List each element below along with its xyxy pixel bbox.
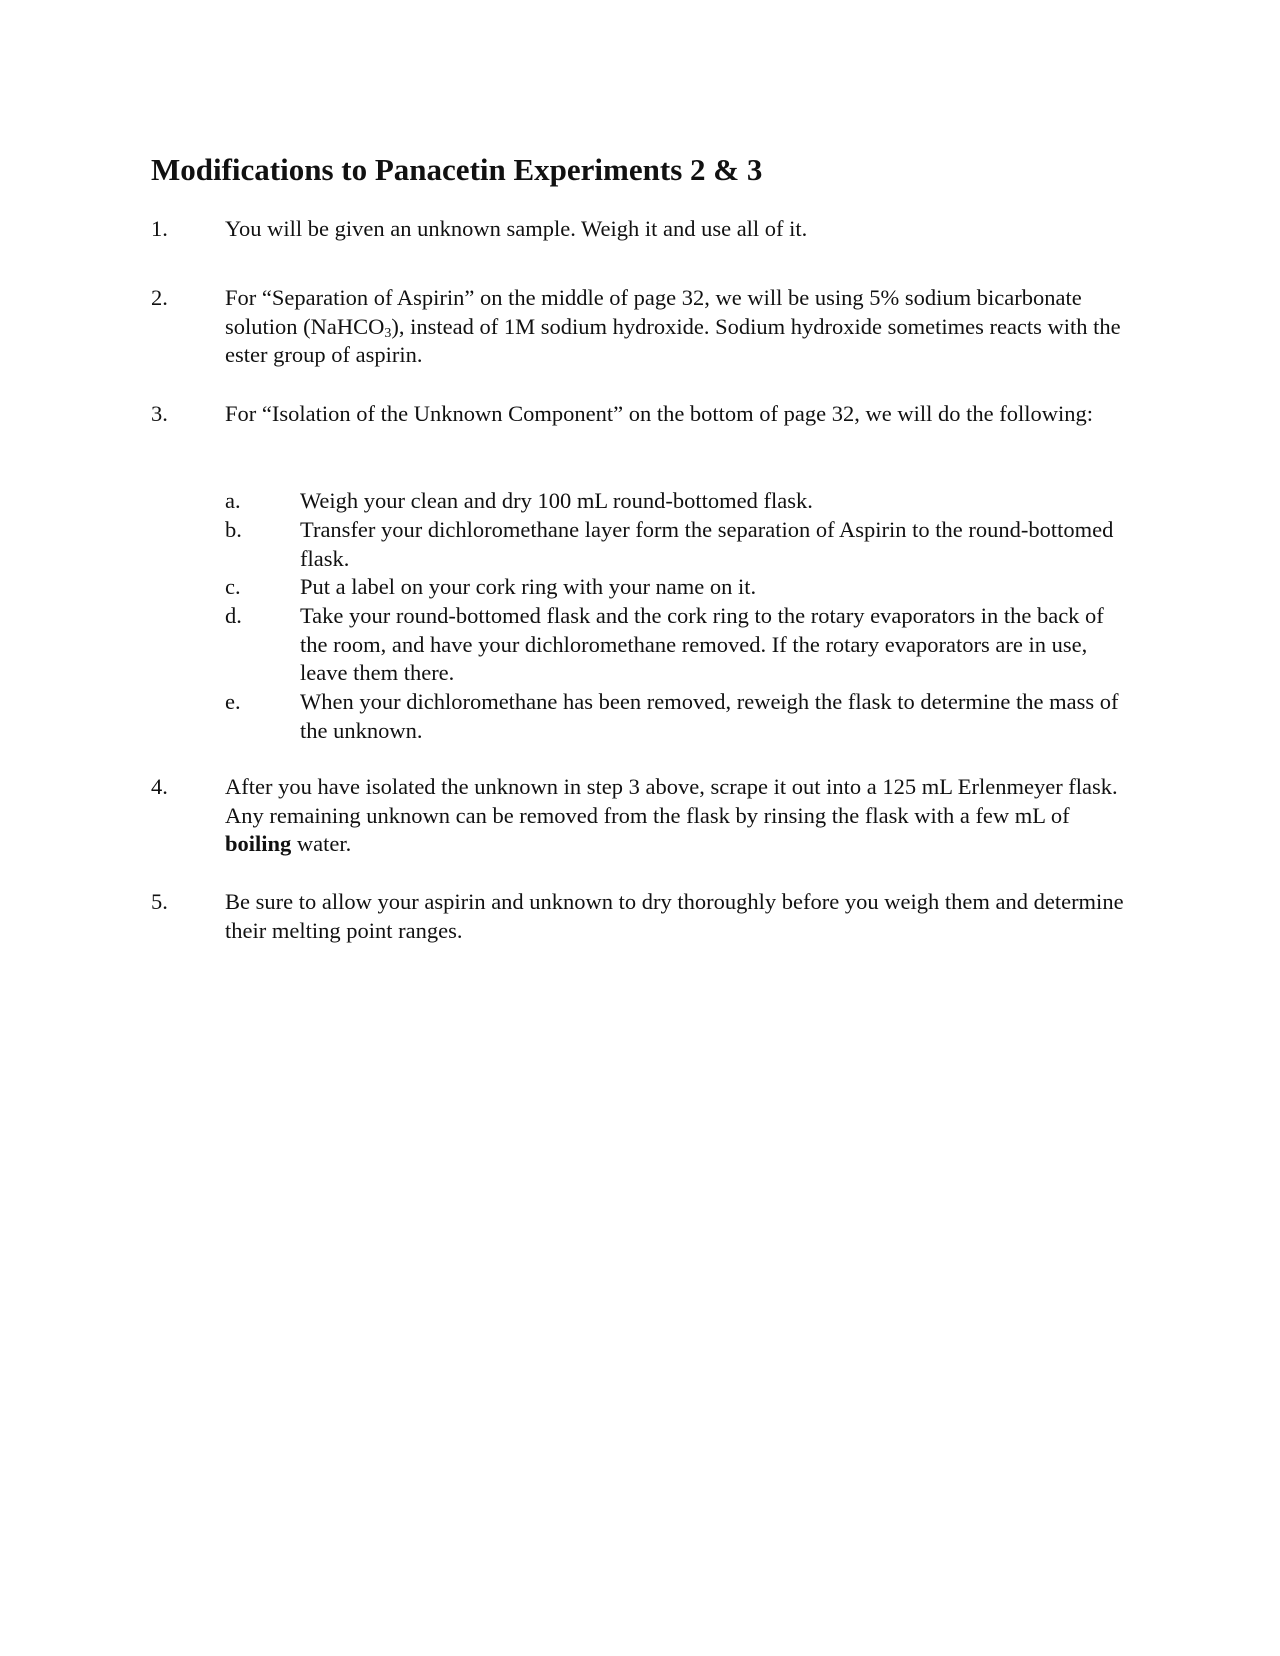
list-item-text: Be sure to allow your aspirin and unknown to dry thoroughly before you weigh them and determine their melting point ranges.: [225, 889, 1124, 943]
list-item-number: 4.: [151, 774, 168, 799]
list-item-1: [151, 215, 1131, 244]
sub-item-c: [225, 573, 1125, 602]
sub-item-letter: b.: [225, 517, 242, 542]
list-item-text: For “Isolation of the Unknown Component” on the bottom of page 32, we will do the following:: [225, 401, 1093, 426]
sub-item-text: Take your round-bottomed flask and the cork ring to the rotary evaporators in the back of the room, and have your dichloromethane removed. If the rotary evaporators are in use, leave them there.: [300, 603, 1104, 686]
document-title: Modifications to Panacetin Experiments 2 & 3: [151, 152, 763, 187]
list-item-3: [151, 400, 1131, 429]
sub-item-text: Transfer your dichloromethane layer form the separation of Aspirin to the round-bottomed flask.: [300, 517, 1114, 571]
sub-item-text: Weigh your clean and dry 100 mL round-bottomed flask.: [300, 488, 813, 513]
sub-item-d: [225, 602, 1125, 688]
list-item-number: 1.: [151, 216, 168, 241]
list-item-5: [151, 888, 1131, 945]
formula-base: NaHCO: [310, 313, 385, 339]
formula-subscript: 3: [384, 325, 392, 341]
sub-item-e: [225, 688, 1125, 745]
bold-emphasis: boiling: [225, 831, 292, 857]
chemical-formula: [311, 314, 392, 339]
text-segment: After you have isolated the unknown in step 3 above, scrape it out into a 125 mL Erlenmeyer flask. Any remaining unknown can be removed from the flask by rinsing the flask with a few mL of: [225, 774, 1118, 828]
list-item-number: 2.: [151, 285, 168, 310]
sub-item-letter: d.: [225, 603, 242, 628]
sub-item-letter: c.: [225, 574, 241, 599]
text-segment: water.: [291, 831, 352, 857]
list-item-number: 3.: [151, 401, 168, 426]
list-item-text: [225, 284, 1125, 370]
sub-item-text: Put a label on your cork ring with your name on it.: [300, 574, 757, 599]
sub-item-text: When your dichloromethane has been removed, reweigh the flask to determine the mass of the unknown.: [300, 689, 1119, 743]
list-item-2: [151, 284, 1131, 370]
list-item-4: [151, 773, 1131, 859]
sub-item-letter: a.: [225, 488, 241, 513]
sub-item-a: [225, 487, 1125, 516]
text-segment: ), instead of 1M sodium hydroxide. Sodium hydroxide sometimes reacts with the ester group of aspirin.: [225, 313, 1121, 368]
sub-item-b: [225, 516, 1125, 573]
list-item-text: [225, 773, 1125, 859]
text-segment: For “Separation of Aspirin” on the middle of page 32, we will be using 5% sodium bicarbonate solution (: [225, 285, 1082, 339]
sub-item-letter: e.: [225, 689, 241, 714]
list-item-text: You will be given an unknown sample. Weigh it and use all of it.: [225, 216, 808, 241]
list-item-number: 5.: [151, 889, 168, 914]
